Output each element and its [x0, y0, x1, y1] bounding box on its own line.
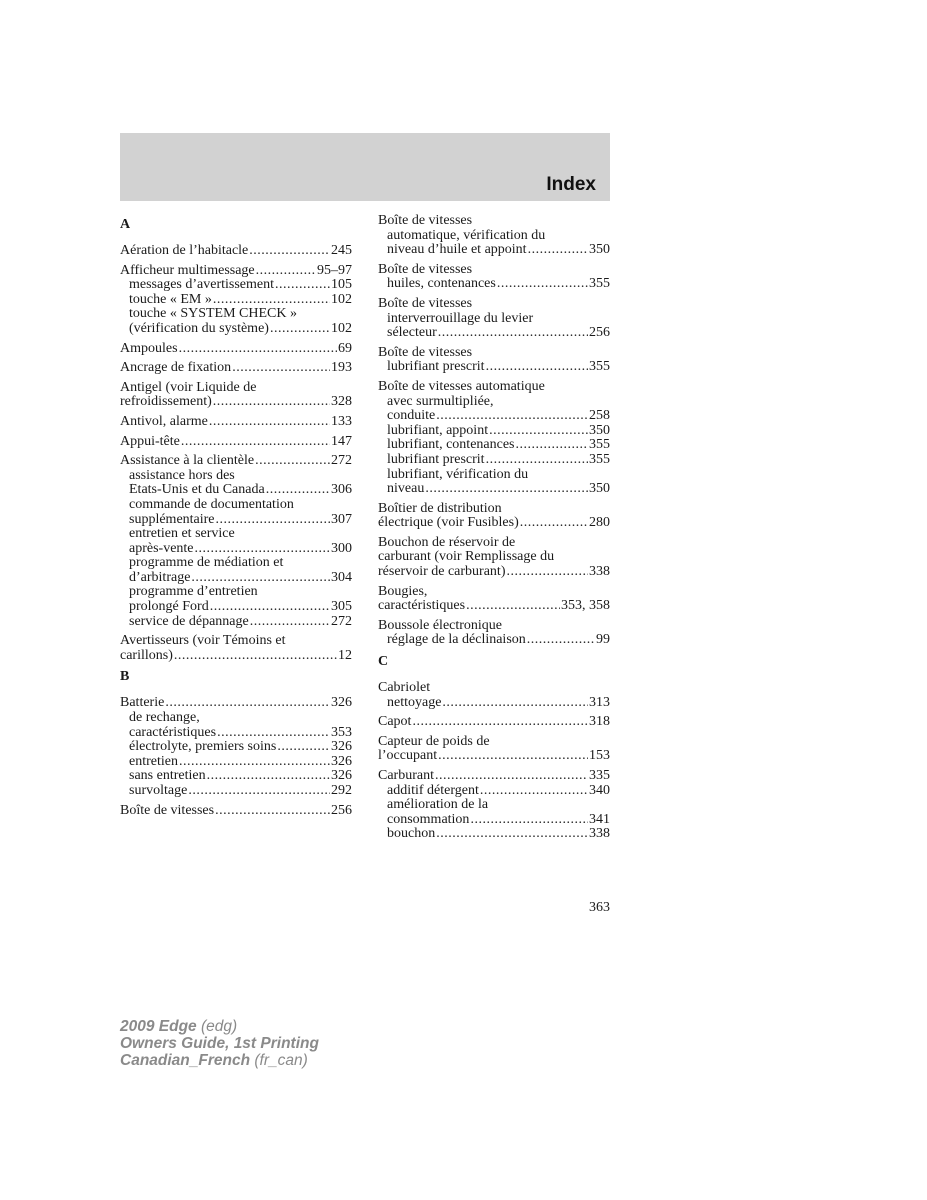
entry-text: touche « SYSTEM CHECK » — [129, 307, 297, 322]
index-subentry-line — [120, 278, 352, 293]
entry-page-ref: 328 — [331, 395, 352, 410]
entry-text: programme d’entretien — [129, 585, 258, 600]
dot-leader — [412, 715, 588, 730]
entry-text: conduite — [387, 409, 436, 424]
index-entry-line — [378, 502, 610, 517]
index-subentry-line — [378, 424, 610, 439]
entry-text: lubrifiant, contenances — [387, 438, 515, 453]
entry-text: Cabriolet — [378, 681, 431, 696]
index-entry — [120, 361, 352, 376]
footer-model: 2009 Edge — [120, 1018, 197, 1035]
footer-line-3 — [120, 1052, 319, 1069]
entry-text: caractéristiques — [378, 599, 466, 614]
entry-page-ref: 353 — [331, 725, 352, 740]
dot-leader — [436, 409, 588, 424]
index-entry-line — [120, 342, 352, 357]
dot-leader — [528, 243, 588, 258]
entry-page-ref: 313 — [589, 695, 610, 710]
entry-text: lubrifiant prescrit — [387, 360, 485, 375]
entry-text: Boîte de vitesses — [378, 262, 473, 277]
dot-leader — [249, 244, 330, 259]
index-subentry-line — [120, 740, 352, 755]
index-subentry-line — [378, 482, 610, 497]
entry-page-ref: 280 — [589, 516, 610, 531]
entry-page-ref: 102 — [331, 292, 352, 307]
entry-text: Boîte de vitesses — [378, 345, 473, 360]
entry-page-ref: 133 — [331, 414, 352, 429]
entry-text: d’arbitrage — [129, 570, 191, 585]
index-entry-line — [120, 264, 352, 279]
dot-leader — [435, 769, 588, 784]
index-subentry-line — [120, 307, 352, 322]
entry-page-ref: 12 — [338, 648, 352, 663]
index-subentry-line — [378, 438, 610, 453]
footer-line-2: Owners Guide, 1st Printing — [120, 1035, 319, 1052]
dot-leader — [489, 424, 588, 439]
dot-leader — [275, 278, 330, 293]
index-entry-line — [378, 297, 610, 312]
index-subentry-line — [378, 229, 610, 244]
entry-text: Aération de l’habitacle — [120, 244, 249, 258]
entry-page-ref: 153 — [589, 749, 610, 764]
entry-text: électrolyte, premiers soins — [129, 740, 277, 755]
index-subentry-line — [120, 726, 352, 741]
entry-text: touche « EM » — [129, 292, 212, 307]
dot-leader — [210, 600, 330, 615]
index-subentry-line — [378, 798, 610, 813]
entry-page-ref: 326 — [331, 754, 352, 769]
dot-leader — [181, 435, 330, 450]
dot-leader — [480, 784, 588, 799]
entry-text: Boîte de vitesses — [120, 803, 215, 818]
index-entry-line — [378, 565, 610, 580]
entry-text: réglage de la déclinaison — [387, 633, 526, 648]
index-entry-line — [378, 619, 610, 634]
index-subentry-line — [378, 326, 610, 341]
entry-text: automatique, vérification du — [387, 228, 546, 243]
entry-page-ref: 335 — [589, 769, 610, 783]
index-entry — [120, 342, 352, 357]
entry-text: huiles, contenances — [387, 277, 496, 292]
footer-edition-code: (fr_can) — [250, 1052, 308, 1069]
index-entry — [378, 585, 610, 614]
entry-page-ref: 69 — [338, 341, 352, 356]
entry-page-ref: 350 — [589, 482, 610, 497]
index-column-left — [120, 214, 352, 823]
dot-leader — [256, 264, 316, 279]
footer-model-code: (edg) — [196, 1018, 238, 1035]
entry-text: de rechange, — [129, 711, 200, 726]
entry-text: Carburant — [378, 769, 434, 783]
entry-text: entretien — [129, 754, 178, 769]
entry-page-ref: 304 — [331, 570, 352, 585]
index-subentry-line — [120, 483, 352, 498]
index-subentry-line — [378, 409, 610, 424]
index-entry — [120, 696, 352, 798]
entry-page-ref: 193 — [331, 361, 352, 376]
dot-leader — [217, 726, 330, 741]
entry-text: Boîtier de distribution — [378, 501, 502, 516]
index-entry — [120, 264, 352, 337]
index-subentry-line — [378, 312, 610, 327]
index-subentry-line — [378, 360, 610, 375]
index-entry — [120, 415, 352, 430]
index-entry — [378, 263, 610, 292]
entry-page-ref: 338 — [589, 565, 610, 580]
entry-text: électrique (voir Fusibles) — [378, 516, 519, 531]
index-entry-line — [120, 244, 352, 259]
entry-text: amélioration de la — [387, 798, 489, 813]
index-entry — [378, 769, 610, 842]
footer — [120, 1018, 319, 1069]
index-entry-line — [378, 516, 610, 531]
index-entry-line — [120, 454, 352, 469]
index-subentry-line — [120, 571, 352, 586]
dot-leader — [277, 740, 330, 755]
entry-text: refroidissement) — [120, 395, 212, 410]
dot-leader — [255, 454, 330, 469]
index-subentry-line — [120, 527, 352, 542]
index-subentry-line — [120, 769, 352, 784]
entry-page-ref: 355 — [589, 452, 610, 467]
index-entry-line — [120, 361, 352, 376]
entry-text: Antivol, alarme — [120, 414, 208, 429]
dot-leader — [527, 633, 595, 648]
index-entry-line — [378, 599, 610, 614]
entry-text: lubrifiant, vérification du — [387, 467, 529, 482]
entry-text: bouchon — [387, 827, 436, 842]
index-entry-line — [378, 585, 610, 600]
entry-text: Assistance à la clientèle — [120, 454, 255, 469]
entry-text: Bouchon de réservoir de — [378, 535, 516, 550]
section-letter: B — [120, 669, 130, 685]
dot-leader — [486, 360, 588, 375]
dot-leader — [425, 482, 588, 497]
entry-page-ref: 355 — [589, 277, 610, 292]
dot-leader — [470, 813, 588, 828]
entry-page-ref: 245 — [331, 244, 352, 258]
index-entry — [378, 214, 610, 258]
entry-page-ref: 300 — [331, 541, 352, 556]
index-entry — [378, 681, 610, 710]
entry-page-ref: 353, 358 — [561, 599, 610, 614]
dot-leader — [266, 483, 330, 498]
entry-text: consommation — [387, 812, 470, 827]
dot-leader — [438, 326, 588, 341]
dot-leader — [270, 322, 330, 337]
entry-text: carburant (voir Remplissage du — [378, 550, 555, 565]
entry-text: Appui-tête — [120, 434, 180, 449]
index-entry-line — [378, 346, 610, 361]
index-subentry-line — [378, 784, 610, 799]
dot-leader — [191, 571, 330, 586]
index-entry-line — [378, 769, 610, 784]
index-subentry-line — [378, 696, 610, 711]
index-subentry-line — [378, 395, 610, 410]
index-subentry-line — [120, 585, 352, 600]
dot-leader — [232, 361, 330, 376]
index-entry — [120, 381, 352, 410]
entry-text: sélecteur — [387, 326, 437, 341]
entry-text: avec surmultipliée, — [387, 394, 494, 409]
index-entry — [120, 804, 352, 819]
index-entry-line — [120, 804, 352, 819]
entry-text: survoltage — [129, 784, 188, 798]
index-entry — [378, 502, 610, 531]
index-entry — [378, 297, 610, 341]
dot-leader — [174, 649, 337, 664]
dot-leader — [188, 784, 330, 799]
entry-text: Boîte de vitesses — [378, 296, 473, 311]
entry-text: Boîte de vitesses — [378, 214, 473, 228]
header-band — [120, 133, 610, 201]
entry-text: Boussole électronique — [378, 618, 503, 633]
entry-page-ref: 338 — [589, 827, 610, 842]
index-subentry-line — [378, 633, 610, 648]
index-subentry-line — [120, 755, 352, 770]
entry-page-ref: 326 — [331, 696, 352, 711]
entry-text: Batterie — [120, 696, 165, 711]
entry-page-ref: 355 — [589, 360, 610, 375]
index-entry — [378, 735, 610, 764]
entry-page-ref: 350 — [589, 243, 610, 258]
entry-text: lubrifiant, appoint — [387, 423, 489, 438]
entry-page-ref: 350 — [589, 423, 610, 438]
index-entry — [120, 435, 352, 450]
index-entry — [378, 380, 610, 497]
dot-leader — [506, 565, 588, 580]
dot-leader — [250, 615, 330, 630]
index-entry-line — [378, 735, 610, 750]
entry-page-ref: 256 — [331, 803, 352, 818]
index-subentry-line — [120, 322, 352, 337]
entry-text: Ancrage de fixation — [120, 361, 232, 376]
dot-leader — [486, 453, 588, 468]
entry-text: interverrouillage du levier — [387, 311, 534, 326]
page-number: 363 — [589, 900, 610, 915]
entry-text: Antigel (voir Liquide de — [120, 380, 257, 395]
section-letter: A — [120, 217, 131, 232]
index-entry — [378, 715, 610, 730]
entry-text: programme de médiation et — [129, 556, 284, 571]
index-subentry-line — [378, 277, 610, 292]
entry-text: caractéristiques — [129, 725, 217, 740]
index-entry-line — [120, 634, 352, 649]
entry-text: entretien et service — [129, 527, 235, 542]
index-entry — [378, 346, 610, 375]
index-entry — [378, 536, 610, 580]
dot-leader — [179, 342, 337, 357]
entry-page-ref: 292 — [331, 784, 352, 798]
index-subentry-line — [120, 615, 352, 630]
index-subentry-line — [120, 293, 352, 308]
entry-text: Capot — [378, 715, 412, 730]
dot-leader — [165, 696, 330, 711]
entry-page-ref: 256 — [589, 326, 610, 341]
index-subentry-line — [120, 711, 352, 726]
entry-text: nettoyage — [387, 695, 442, 710]
entry-page-ref: 326 — [331, 740, 352, 755]
entry-page-ref: 272 — [331, 454, 352, 469]
index-subentry-line — [378, 243, 610, 258]
dot-leader — [209, 415, 330, 430]
dot-leader — [466, 599, 560, 614]
entry-page-ref: 258 — [589, 409, 610, 424]
entry-page-ref: 147 — [331, 434, 352, 449]
dot-leader — [442, 696, 588, 711]
dot-leader — [213, 293, 330, 308]
index-entry-line — [120, 435, 352, 450]
index-subentry-line — [120, 600, 352, 615]
entry-text: Boîte de vitesses automatique — [378, 379, 545, 394]
entry-text: commande de documentation — [129, 497, 294, 512]
dot-leader — [215, 804, 330, 819]
entry-text: après-vente — [129, 541, 194, 556]
entry-text: (vérification du système) — [129, 321, 269, 336]
entry-page-ref: 305 — [331, 600, 352, 615]
index-entry-line — [378, 681, 610, 696]
entry-text: Bougies, — [378, 584, 428, 599]
index-entry-line — [378, 214, 610, 229]
index-subentry-line — [120, 784, 352, 799]
index-entry — [378, 619, 610, 648]
entry-text: sans entretien — [129, 769, 206, 784]
entry-text: service de dépannage — [129, 614, 249, 629]
index-subentry-line — [120, 556, 352, 571]
entry-text: niveau d’huile et appoint — [387, 243, 527, 258]
index-entry — [120, 244, 352, 259]
index-subentry-line — [120, 542, 352, 557]
entry-text: additif détergent — [387, 783, 479, 798]
index-entry-line — [378, 380, 610, 395]
section-letter: C — [378, 654, 389, 670]
entry-page-ref: 95–97 — [317, 263, 352, 278]
index-entry-line — [120, 415, 352, 430]
entry-page-ref: 272 — [331, 614, 352, 629]
entry-text: Capteur de poids de — [378, 734, 490, 749]
dot-leader — [516, 438, 588, 453]
entry-page-ref: 326 — [331, 769, 352, 784]
index-entry-line — [120, 649, 352, 664]
entry-text: carillons) — [120, 648, 173, 663]
dot-leader — [207, 769, 330, 784]
entry-page-ref: 105 — [331, 278, 352, 293]
entry-text: Avertisseurs (voir Témoins et — [120, 634, 286, 649]
index-subentry-line — [378, 453, 610, 468]
page-title: Index — [546, 174, 596, 195]
entry-text: l’occupant — [378, 749, 438, 764]
entry-text: réservoir de carburant) — [378, 565, 506, 580]
entry-text: États-Unis et du Canada — [129, 483, 265, 498]
index-subentry-line — [120, 498, 352, 513]
entry-page-ref: 102 — [331, 321, 352, 336]
dot-leader — [520, 516, 588, 531]
index-entry-line — [120, 696, 352, 711]
index-column-right — [378, 214, 610, 847]
entry-text: messages d’avertissement — [129, 278, 275, 293]
index-entry-line — [120, 381, 352, 396]
dot-leader — [213, 395, 330, 410]
index-subentry-line — [120, 469, 352, 484]
dot-leader — [436, 827, 588, 842]
entry-text: Ampoules — [120, 341, 178, 356]
index-subentry-line — [378, 813, 610, 828]
footer-line-1 — [120, 1018, 319, 1035]
index-subentry-line — [378, 468, 610, 483]
entry-text: supplémentaire — [129, 512, 215, 527]
dot-leader — [179, 755, 330, 770]
index-entry — [120, 454, 352, 629]
entry-page-ref: 355 — [589, 438, 610, 453]
index-subentry-line — [378, 827, 610, 842]
entry-page-ref: 341 — [589, 812, 610, 827]
entry-text: prolongé Ford — [129, 600, 209, 615]
entry-page-ref: 318 — [589, 715, 610, 730]
index-entry-line — [378, 749, 610, 764]
index-entry — [120, 634, 352, 663]
dot-leader — [497, 277, 588, 292]
index-entry-line — [120, 395, 352, 410]
entry-text: lubrifiant prescrit — [387, 452, 485, 467]
index-entry-line — [378, 263, 610, 278]
entry-page-ref: 306 — [331, 483, 352, 498]
index-entry-line — [378, 715, 610, 730]
index-entry-line — [378, 550, 610, 565]
index-entry-line — [378, 536, 610, 551]
dot-leader — [216, 513, 330, 528]
dot-leader — [195, 542, 330, 557]
index-subentry-line — [120, 513, 352, 528]
entry-page-ref: 99 — [596, 633, 610, 648]
dot-leader — [438, 749, 588, 764]
entry-text: Afficheur multimessage — [120, 263, 255, 278]
entry-text: niveau — [387, 482, 425, 497]
entry-page-ref: 340 — [589, 783, 610, 798]
entry-text: assistance hors des — [129, 468, 235, 483]
entry-page-ref: 307 — [331, 512, 352, 527]
footer-edition: Canadian_French — [120, 1052, 251, 1069]
